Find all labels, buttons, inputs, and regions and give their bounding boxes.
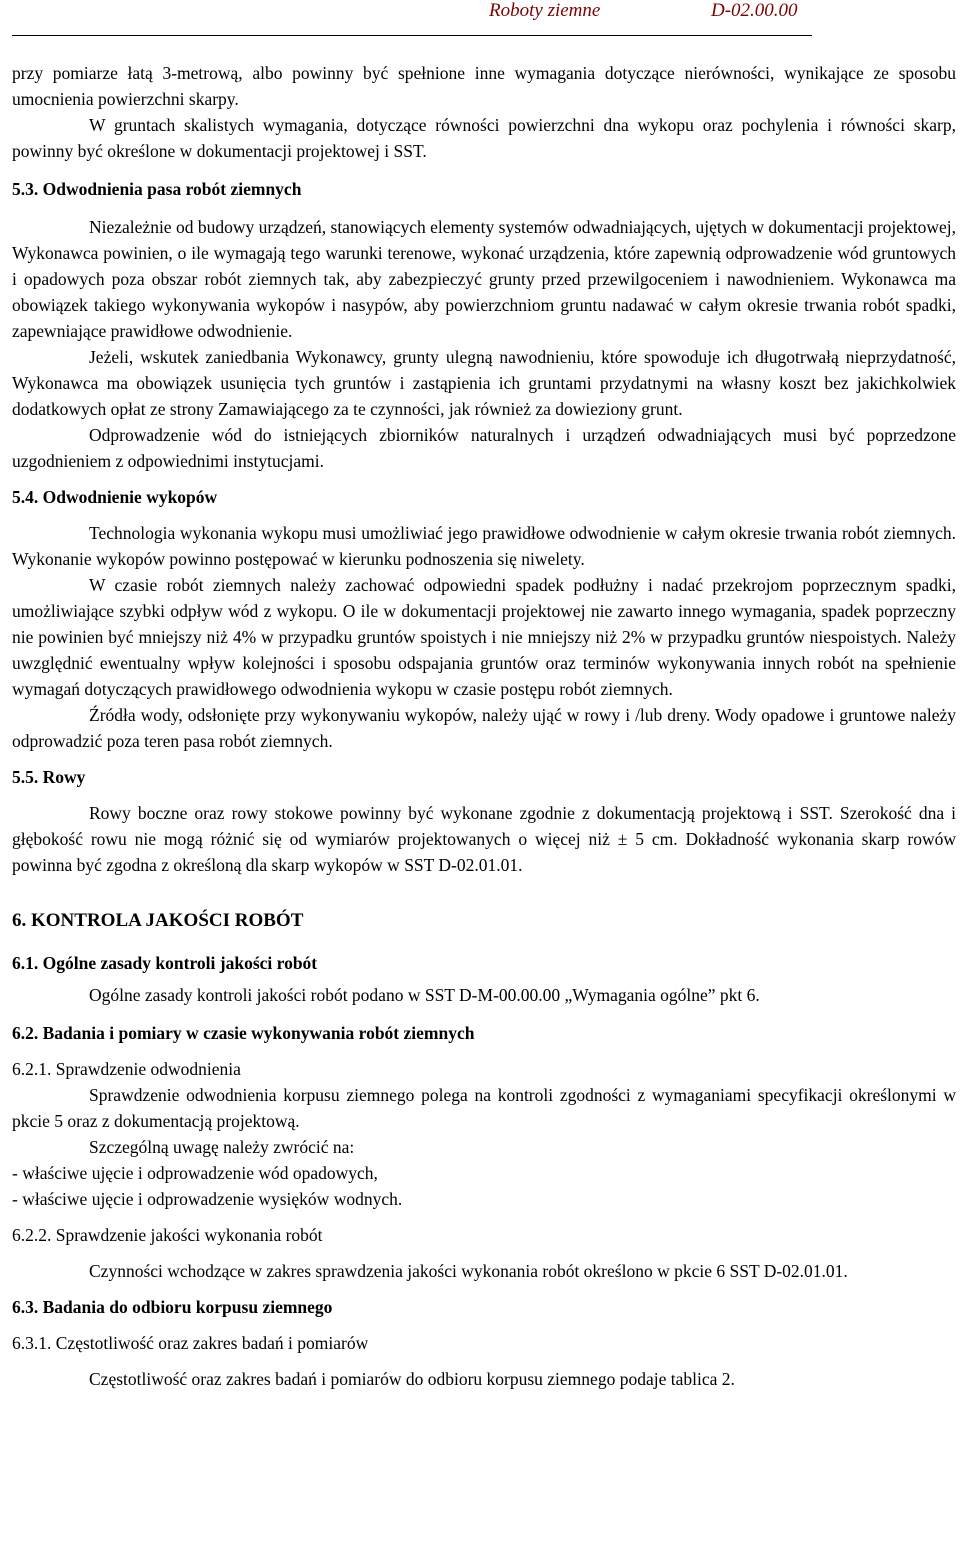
section-5-4-paragraph-1: Technologia wykonania wykopu musi umożliwiać jego prawidłowe odwodnienie w całym okresie trwania robót ziemnych. Wykonanie wykopów powinno postępować w kierunku podnoszenia się niwelety. (12, 523, 956, 569)
section-5-5-paragraph-1: Rowy boczne oraz rowy stokowe powinny być wykonane zgodnie z dokumentacją projektową i SST. Szerokość dna i głębokość rowu nie mogą różnić się od wymiarów projektowanych o więcej niż ± 5 cm. Dokładność wykonania skarp rowów powinna być zgodna z określoną dla skarp wykopów w SST D-02.01.01. (12, 803, 956, 875)
header-rule (12, 35, 812, 36)
section-6-heading: 6. KONTROLA JAKOŚCI ROBÓT (12, 910, 304, 931)
section-5-5-heading: 5.5. Rowy (12, 767, 86, 787)
intro-paragraph-1: przy pomiarze łatą 3-metrową, albo powinny być spełnione inne wymagania dotyczące nierówności, wynikające ze sposobu umocnienia powierzchni skarpy. (12, 63, 956, 109)
section-6-2-2-paragraph-1: Czynności wchodzące w zakres sprawdzenia jakości wykonania robót określono w pkcie 6 SST D-02.01.01. (89, 1261, 848, 1281)
section-5-4-heading: 5.4. Odwodnienie wykopów (12, 487, 218, 507)
section-5-3-paragraph-3: Odprowadzenie wód do istniejących zbiorników naturalnych i urządzeń odwadniających musi być poprzedzone uzgodnieniem z odpowiednimi instytucjami. (12, 425, 956, 471)
section-6-2-1-list-item-2: - właściwe ujęcie i odprowadzenie wysięków wodnych. (12, 1189, 403, 1209)
section-5-4-paragraph-3: Źródła wody, odsłonięte przy wykonywaniu wykopów, należy ująć w rowy i /lub dreny. Wody opadowe i gruntowe należy odprowadzić poza teren pasa robót ziemnych. (12, 705, 956, 751)
section-6-3-1-paragraph-1: Częstotliwość oraz zakres badań i pomiarów do odbioru korpusu ziemnego podaje tablica 2. (89, 1369, 735, 1389)
section-5-3-heading: 5.3. Odwodnienia pasa robót ziemnych (12, 179, 302, 199)
intro-paragraph-2: W gruntach skalistych wymagania, dotyczące równości powierzchni dna wykopu oraz pochylenia i równości skarp, powinny być określone w dokumentacji projektowej i SST. (12, 115, 956, 161)
section-6-2-1-heading: 6.2.1. Sprawdzenie odwodnienia (12, 1059, 241, 1079)
section-5-3-paragraph-2: Jeżeli, wskutek zaniedbania Wykonawcy, grunty ulegną nawodnieniu, które spowoduje ich długotrwałą nieprzydatność, Wykonawca ma obowiązek usunięcia tych gruntów i zastąpienia ich gruntami przydatnymi na własny koszt bez jakichkolwiek dodatkowych opłat ze strony Zamawiającego za te czynności, jak również za dowieziony grunt. (12, 347, 956, 419)
section-5-3-paragraph-1: Niezależnie od budowy urządzeń, stanowiących elementy systemów odwadniających, ujętych w dokumentacji projektowej, Wykonawca powinien, o ile wymagają tego warunki terenowe, wykonać urządzenia, które zapewnią odprowadzenie wód gruntowych i opadowych poza obszar robót ziemnych tak, aby zabezpieczyć grunty przed przewilgoceniem i nawodnieniem. Wykonawca ma obowiązek takiego wykonywania wykopów i nasypów, aby powierzchniom gruntu nadawać w całym okresie trwania robót spadki, zapewniające prawidłowe odwodnienie. (12, 217, 956, 341)
section-6-2-heading: 6.2. Badania i pomiary w czasie wykonywania robót ziemnych (12, 1023, 475, 1043)
section-5-4-paragraph-2: W czasie robót ziemnych należy zachować odpowiedni spadek podłużny i nadać przekrojom poprzecznym spadki, umożliwiające szybki odpływ wód z wykopu. O ile w dokumentacji projektowej nie zawarto innego wymagania, spadek poprzeczny nie powinien być mniejszy niż 4% w przypadku gruntów spoistych i nie mniejszy niż 2% w przypadku gruntów niespoistych. Należy uwzględnić ewentualny wpływ kolejności i sposobu odspajania gruntów oraz terminów wykonywania innych robót na spełnienie wymagań dotyczących prawidłowego odwodnienia wykopu w czasie postępu robót ziemnych. (12, 575, 956, 699)
header-code: D-02.00.00 (711, 0, 798, 21)
section-6-1-heading: 6.1. Ogólne zasady kontroli jakości robót (12, 953, 318, 973)
document-body (12, 60, 956, 1392)
section-6-2-1-paragraph-2: Szczególną uwagę należy zwrócić na: (89, 1137, 355, 1157)
section-6-2-2-heading: 6.2.2. Sprawdzenie jakości wykonania robót (12, 1225, 323, 1245)
section-6-3-heading: 6.3. Badania do odbioru korpusu ziemnego (12, 1297, 333, 1317)
header-title: Roboty ziemne (489, 0, 601, 21)
section-6-3-1-heading: 6.3.1. Częstotliwość oraz zakres badań i pomiarów (12, 1333, 369, 1353)
section-6-2-1-paragraph-1: Sprawdzenie odwodnienia korpusu ziemnego polega na kontroli zgodności z wymaganiami specyfikacji określonymi w pkcie 5 oraz z dokumentacją projektową. (12, 1085, 956, 1131)
page-header (0, 0, 960, 36)
section-6-2-1-list-item-1: - właściwe ujęcie i odprowadzenie wód opadowych, (12, 1163, 378, 1183)
section-6-1-paragraph-1: Ogólne zasady kontroli jakości robót podano w SST D-M-00.00.00 „Wymagania ogólne” pkt 6. (89, 985, 760, 1005)
